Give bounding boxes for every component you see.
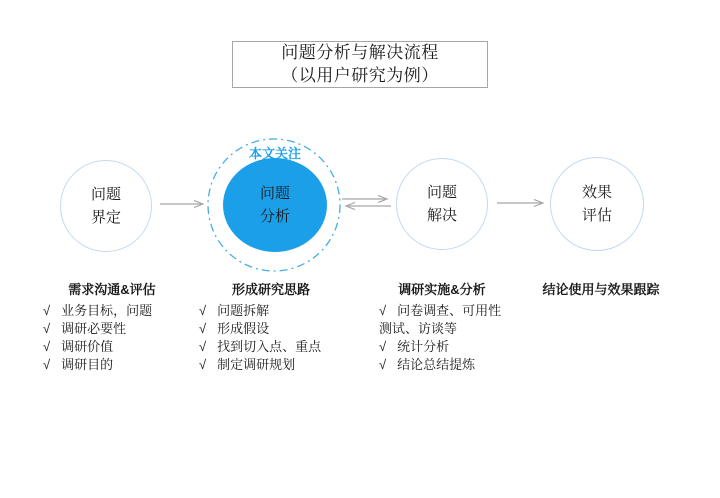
check-icon: √ bbox=[43, 321, 51, 336]
circle-label-line: 评估 bbox=[581, 207, 612, 224]
circle-label-line: 效果 bbox=[581, 183, 612, 201]
title-line-2: （以用户研究为例） bbox=[281, 65, 439, 85]
checklist-item bbox=[40, 356, 184, 374]
check-icon: √ bbox=[43, 339, 51, 354]
check-icon: √ bbox=[199, 357, 207, 372]
check-icon: √ bbox=[199, 303, 207, 318]
stage-detail-column-3 bbox=[376, 281, 508, 374]
stage-circle-problem-solving bbox=[396, 158, 488, 250]
check-icon: √ bbox=[379, 303, 387, 318]
checklist-item-text: 调研价值 bbox=[61, 339, 114, 354]
checklist-item bbox=[196, 356, 346, 374]
checklist-item bbox=[376, 302, 508, 338]
checklist-item bbox=[376, 356, 508, 374]
checklist-item bbox=[196, 338, 346, 356]
checklist-item-text: 统计分析 bbox=[397, 339, 450, 354]
check-icon: √ bbox=[379, 339, 387, 354]
circle-label-line: 解决 bbox=[426, 207, 457, 224]
checklist-item-text: 问卷调查、可用性测试、访谈等 bbox=[379, 303, 502, 336]
column-header: 结论使用与效果跟踪 bbox=[542, 282, 660, 297]
check-icon: √ bbox=[199, 321, 207, 336]
check-icon: √ bbox=[379, 357, 387, 372]
circle-label-line: 分析 bbox=[259, 208, 290, 225]
stage-detail-column-2 bbox=[196, 281, 346, 374]
checklist-item-text: 问题拆解 bbox=[217, 303, 270, 318]
focus-annotation: 本文关注 bbox=[248, 146, 301, 161]
check-icon: √ bbox=[43, 357, 51, 372]
column-header: 形成研究思路 bbox=[231, 282, 310, 297]
stage-circle-problem-definition bbox=[60, 160, 152, 252]
column-header: 需求沟通&评估 bbox=[68, 282, 156, 297]
title-line-1: 问题分析与解决流程 bbox=[281, 43, 439, 63]
checklist-item-text: 制定调研规划 bbox=[217, 357, 296, 372]
checklist-item-text: 形成假设 bbox=[217, 321, 270, 336]
checklist-item-text: 调研必要性 bbox=[61, 321, 127, 336]
checklist-item bbox=[40, 302, 184, 320]
checklist-item-text: 结论总结提炼 bbox=[397, 357, 476, 372]
checklist-item bbox=[196, 320, 346, 338]
checklist-item-text: 业务目标，问题 bbox=[61, 303, 153, 318]
circle-label-line: 问题 bbox=[426, 183, 457, 201]
checklist-item bbox=[40, 320, 184, 338]
check-icon: √ bbox=[199, 339, 207, 354]
stage-detail-column-1 bbox=[40, 281, 184, 374]
circle-label-line: 问题 bbox=[259, 184, 290, 202]
stage-circle-effect-evaluation bbox=[550, 157, 644, 251]
stage-detail-column-4 bbox=[518, 281, 684, 302]
checklist-item-text: 找到切入点、重点 bbox=[217, 339, 322, 354]
circle-label-line: 界定 bbox=[90, 209, 121, 226]
stage-circle-problem-analysis bbox=[223, 158, 327, 252]
checklist-item bbox=[40, 338, 184, 356]
checklist-item bbox=[376, 338, 508, 356]
checklist-item-text: 调研目的 bbox=[61, 357, 114, 372]
circle-label-line: 问题 bbox=[90, 185, 121, 203]
column-header: 调研实施&分析 bbox=[398, 282, 486, 297]
check-icon: √ bbox=[43, 303, 51, 318]
checklist-item bbox=[196, 302, 346, 320]
title-box bbox=[232, 41, 488, 88]
